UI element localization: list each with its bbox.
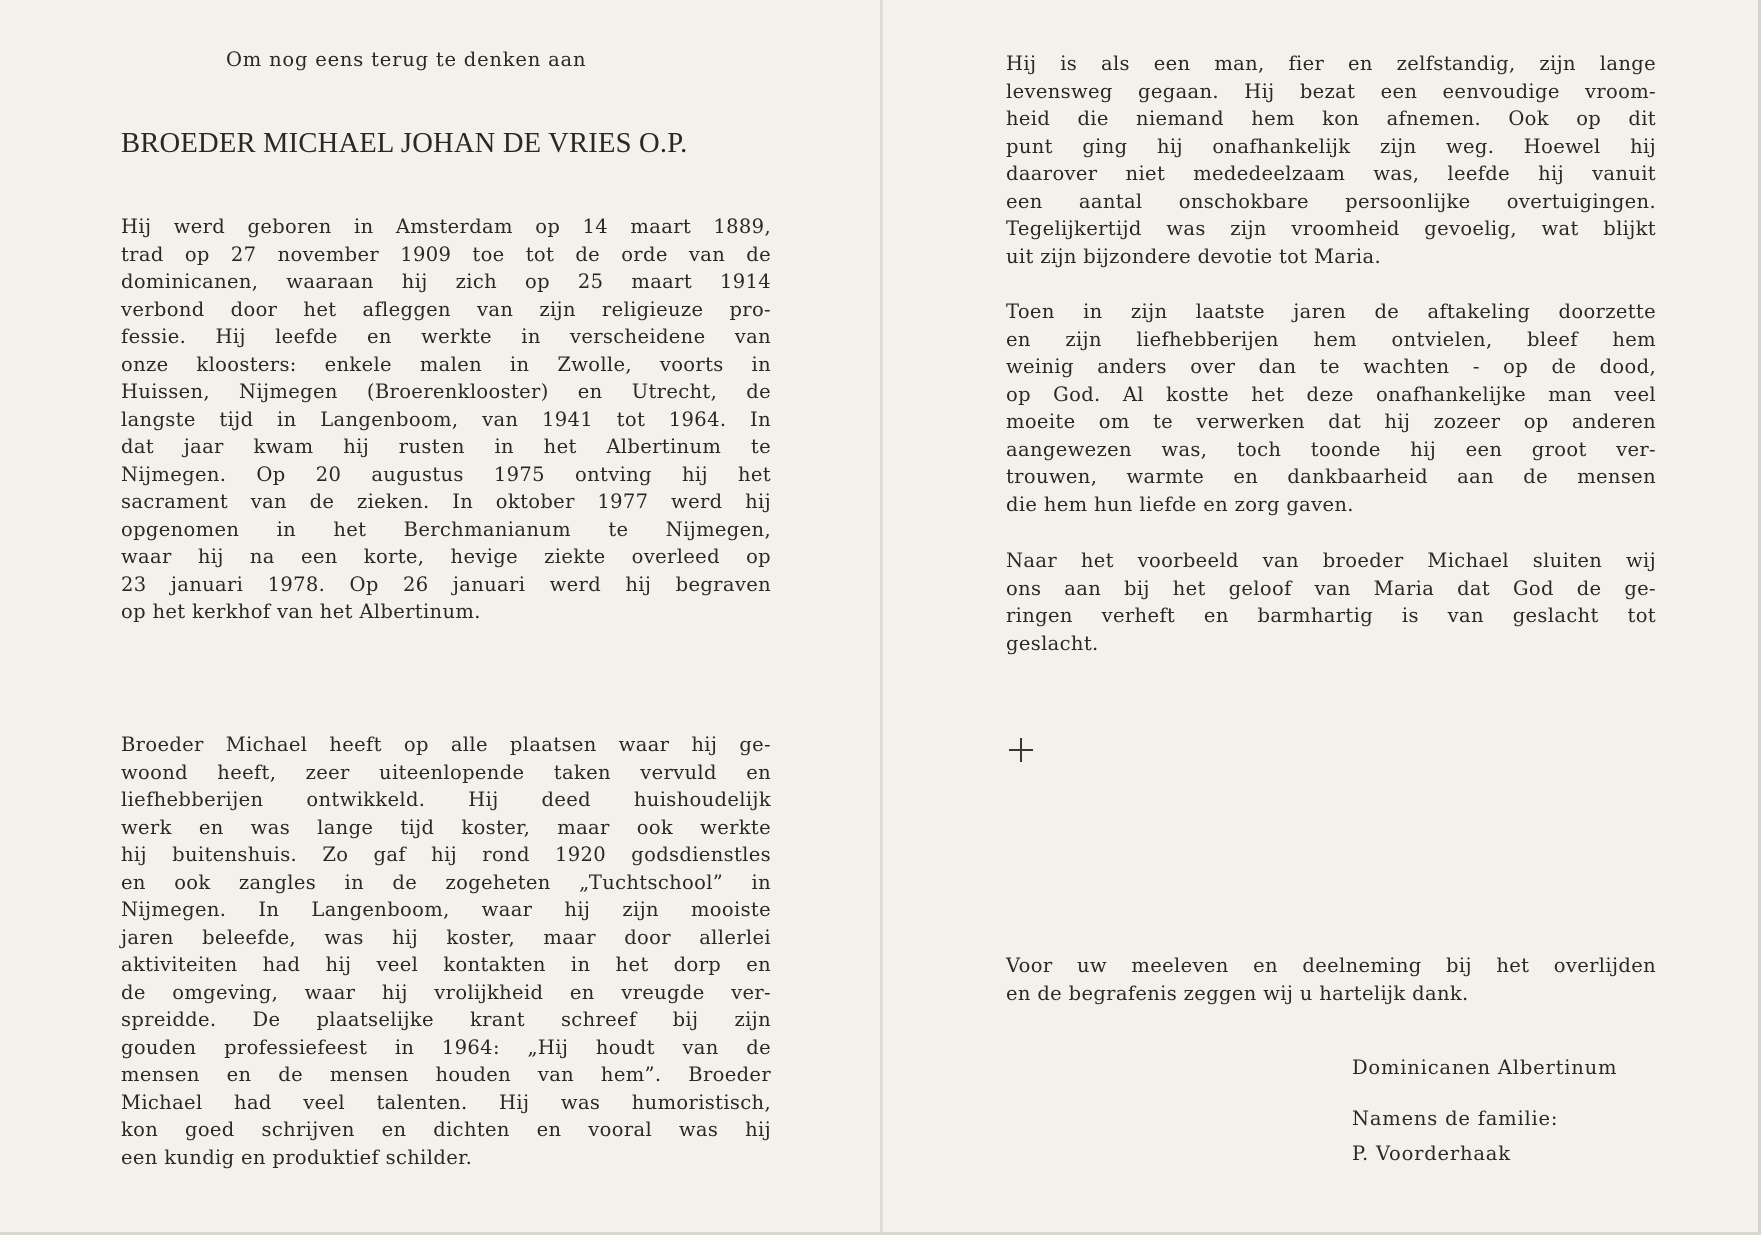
text-line: liefhebberijen ontwikkeld. Hij deed huishoudelijk: [121, 788, 771, 811]
center-fold: [880, 0, 883, 1232]
text-line: Nijmegen. Op 20 augustus 1975 ontving hij het: [121, 462, 771, 486]
text-line: kon goed schrijven en dichten en vooral was hij: [121, 1118, 771, 1141]
signature-family-label: Namens de familie:: [1352, 1107, 1559, 1130]
text-line: verbond door het afleggen van zijn religieuze pro-: [121, 297, 771, 321]
text-line: Hij werd geboren in Amsterdam op 14 maart 1889,: [121, 215, 771, 238]
text-line: Naar het voorbeeld van broeder Michael sluiten wij: [1006, 549, 1656, 572]
biography-paragraph: [121, 213, 771, 626]
text-line: fessie. Hij leefde en werkte in verscheidene van: [121, 325, 771, 348]
text-line: dominicanen, waaraan hij zich op 25 maart 1914: [121, 270, 771, 293]
text-line: waar hij na een korte, hevige ziekte overleed op: [121, 545, 771, 568]
text-line: en ook zangles in de zogeheten „Tuchtschool” in: [121, 870, 771, 894]
text-line: spreidde. De plaatselijke krant schreef bij zijn: [121, 1008, 771, 1031]
life-paragraph: [121, 731, 771, 1171]
text-line: de omgeving, waar hij vrolijkheid en vreugde ver-: [121, 980, 771, 1004]
text-line: opgenomen in het Berchmanianum te Nijmegen,: [121, 517, 771, 541]
last-years-paragraph: [1006, 298, 1656, 518]
text-line: woond heeft, zeer uiteenlopende taken vervuld en: [121, 760, 771, 784]
text-line: een aantal onschokbare persoonlijke overtuigingen.: [1006, 189, 1656, 213]
text-line: ringen verheft en barmhartig is van geslacht tot: [1006, 604, 1656, 627]
text-line: Voor uw meeleven en deelneming bij het overlijden: [1006, 954, 1656, 977]
text-line: op God. Al kostte het deze onafhankelijke man veel: [1006, 382, 1656, 406]
text-line: Michael had veel talenten. Hij was humoristisch,: [121, 1090, 771, 1114]
text-line: Toen in zijn laatste jaren de aftakeling doorzette: [1006, 300, 1656, 323]
text-line: trad op 27 november 1909 toe tot de orde van de: [121, 242, 771, 266]
intro-line: Om nog eens terug te denken aan: [226, 48, 587, 71]
signature-family-name: P. Voorderhaak: [1352, 1142, 1511, 1165]
text-line: levensweg gegaan. Hij bezat een eenvoudige vroom-: [1006, 79, 1656, 103]
text-line: aangewezen was, toch toonde hij een groot ver-: [1006, 437, 1656, 461]
text-line: ons aan bij het geloof van Maria dat God de ge-: [1006, 576, 1656, 600]
text-line: uit zijn bijzondere devotie tot Maria.: [1006, 244, 1382, 268]
thanks-paragraph: [1006, 952, 1656, 1007]
text-line: punt ging hij onafhankelijk zijn weg. Hoewel hij: [1006, 134, 1656, 158]
signature-dominicans: Dominicanen Albertinum: [1352, 1056, 1618, 1079]
text-line: moeite om te verwerken dat hij zozeer op anderen: [1006, 410, 1656, 433]
text-line: langste tijd in Langenboom, van 1941 tot 1964. In: [121, 407, 771, 431]
text-line: Tegelijkertijd was zijn vroomheid gevoelig, wat blijkt: [1006, 217, 1656, 240]
text-line: jaren beleefde, was hij koster, maar door allerlei: [121, 925, 771, 949]
text-line: die hem hun liefde en zorg gaven.: [1006, 492, 1354, 516]
text-line: werk en was lange tijd koster, maar ook werkte: [121, 815, 771, 839]
text-line: en zijn liefhebberijen hem ontvielen, bleef hem: [1006, 327, 1656, 351]
text-line: heid die niemand hem kon afnemen. Ook op dit: [1006, 107, 1656, 130]
text-line: Huissen, Nijmegen (Broerenklooster) en Utrecht, de: [121, 380, 771, 403]
example-paragraph: [1006, 547, 1656, 657]
text-line: Hij is als een man, fier en zelfstandig, zijn lange: [1006, 52, 1656, 75]
text-line: 23 januari 1978. Op 26 januari werd hij begraven: [121, 572, 771, 596]
deceased-name: BROEDER MICHAEL JOHAN DE VRIES O.P.: [121, 128, 688, 159]
text-line: Nijmegen. In Langenboom, waar hij zijn mooiste: [121, 898, 771, 921]
text-line: weinig anders over dan te wachten - op de dood,: [1006, 355, 1656, 378]
text-line: dat jaar kwam hij rusten in het Albertinum te: [121, 435, 771, 458]
character-paragraph: [1006, 50, 1656, 270]
text-line: mensen en de mensen houden van hem”. Broeder: [121, 1063, 771, 1086]
text-line: en de begrafenis zeggen wij u hartelijk dank.: [1006, 981, 1469, 1005]
text-line: Broeder Michael heeft op alle plaatsen waar hij ge-: [121, 733, 771, 756]
text-line: een kundig en produktief schilder.: [121, 1145, 473, 1169]
text-line: gouden professiefeest in 1964: „Hij houdt van de: [121, 1035, 771, 1059]
text-line: op het kerkhof van het Albertinum.: [121, 600, 481, 623]
text-line: aktiviteiten had hij veel kontakten in het dorp en: [121, 953, 771, 976]
text-line: daarover niet mededeelzaam was, leefde hij vanuit: [1006, 162, 1656, 185]
text-line: geslacht.: [1006, 631, 1099, 655]
cross-icon: [1009, 738, 1033, 762]
text-line: sacrament van de zieken. In oktober 1977 werd hij: [121, 490, 771, 513]
text-line: hij buitenshuis. Zo gaf hij rond 1920 godsdienstles: [121, 843, 771, 866]
text-line: onze kloosters: enkele malen in Zwolle, voorts in: [121, 352, 771, 376]
text-line: trouwen, warmte en dankbaarheid aan de mensen: [1006, 465, 1656, 488]
